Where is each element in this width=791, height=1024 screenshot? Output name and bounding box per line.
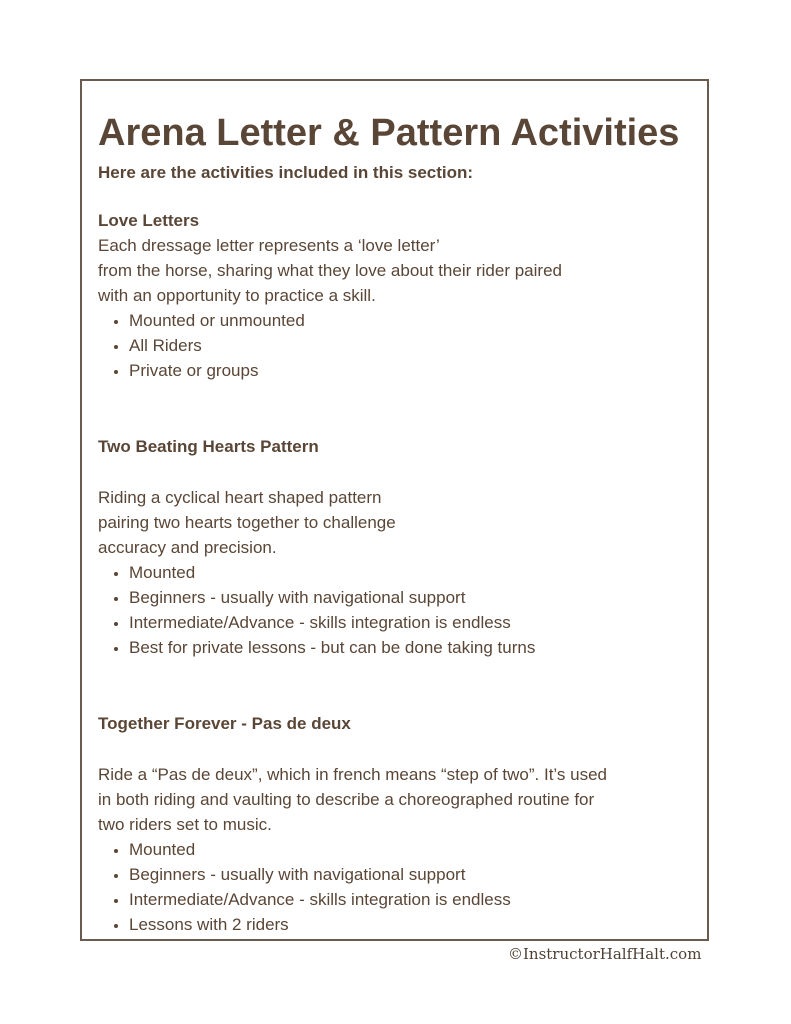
list-item: • Beginners - usually with navigational support bbox=[129, 862, 691, 887]
section-title: Love Letters bbox=[98, 211, 200, 230]
section-title: Two Beating Hearts Pattern bbox=[98, 437, 319, 456]
list-item: • Best for private lessons - but can be done taking turns bbox=[129, 635, 691, 660]
section-love-letters bbox=[98, 209, 691, 383]
bullet-list bbox=[98, 308, 691, 383]
list-item: • Private or groups bbox=[129, 358, 691, 383]
bullet-list bbox=[98, 560, 691, 660]
section-description: Each dressage letter represents a ‘love letter’ from the horse, sharing what they love about their rider paired with an opportunity to practice a skill. bbox=[98, 236, 562, 305]
section-title: Together Forever - Pas de deux bbox=[98, 714, 351, 733]
copyright-text: ©InstructorHalfHalt.com bbox=[508, 945, 702, 963]
page-frame bbox=[80, 79, 709, 941]
page-content bbox=[98, 107, 691, 937]
section-together-forever bbox=[98, 712, 691, 937]
page-title: Arena Letter & Pattern Activities bbox=[98, 112, 680, 154]
section-two-beating-hearts bbox=[98, 435, 691, 660]
list-item: • Mounted bbox=[129, 560, 691, 585]
list-item: • Mounted bbox=[129, 837, 691, 862]
list-item: • Beginners - usually with navigational support bbox=[129, 585, 691, 610]
list-item: • Intermediate/Advance - skills integration is endless bbox=[129, 887, 691, 912]
bullet-list bbox=[98, 837, 691, 937]
intro-text: Here are the activities included in this section: bbox=[98, 163, 474, 182]
list-item: • All Riders bbox=[129, 333, 691, 358]
section-description: Riding a cyclical heart shaped pattern pairing two hearts together to challenge accuracy and precision. bbox=[98, 488, 396, 557]
section-description: Ride a “Pas de deux”, which in french means “step of two”. It’s used in both riding and vaulting to describe a choreographed routine for two riders set to music. bbox=[98, 765, 607, 834]
list-item: • Lessons with 2 riders bbox=[129, 912, 691, 937]
list-item: • Intermediate/Advance - skills integration is endless bbox=[129, 610, 691, 635]
list-item: • Mounted or unmounted bbox=[129, 308, 691, 333]
